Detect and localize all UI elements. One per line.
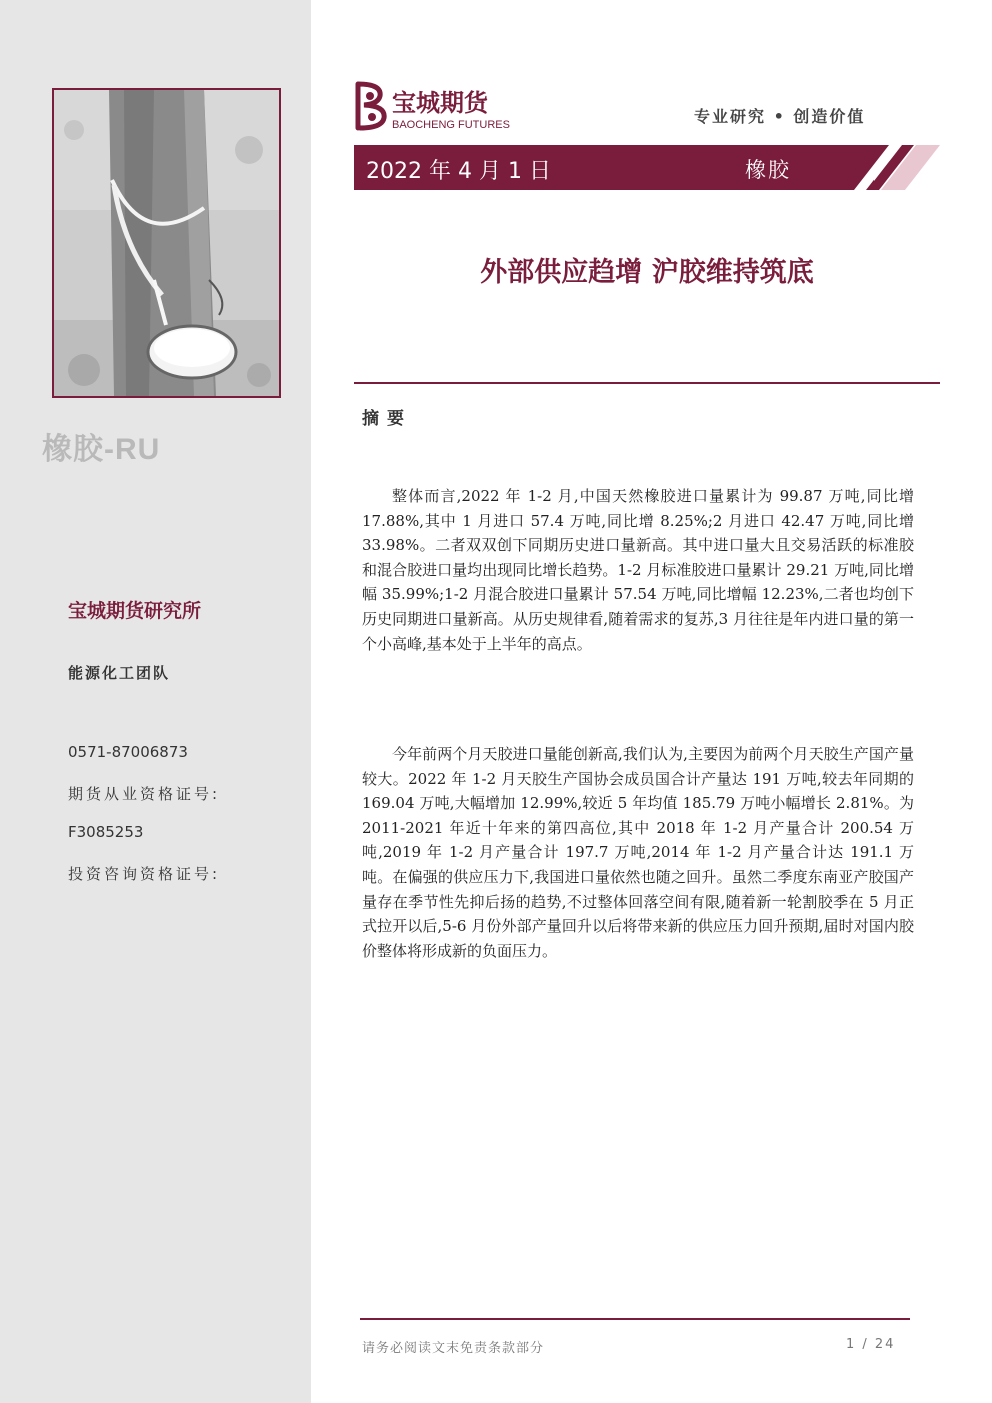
footer-divider (360, 1318, 910, 1320)
sidebar (0, 0, 311, 1403)
baocheng-logo-mark (352, 80, 532, 132)
logo-cn-text: 宝城期货 (392, 88, 488, 117)
team-name: 能源化工团队 (68, 664, 171, 682)
disclaimer-note: 请务必阅读文末免责条款部分 (362, 1341, 545, 1356)
futures-license-label: 期货从业资格证号: (68, 785, 221, 803)
slogan: 专业研究 • 创造价值 (694, 107, 866, 126)
title-divider (354, 382, 940, 384)
company-logo (352, 80, 532, 132)
abstract-heading: 摘要 (362, 409, 412, 429)
sector-name: 橡胶-RU (42, 433, 161, 466)
investment-license-label: 投资咨询资格证号: (68, 865, 221, 883)
report-title: 外部供应趋增 沪胶维持筑底 (480, 257, 814, 288)
rubber-tree-photo (52, 88, 281, 398)
abstract-paragraph-1: 整体而言,2022 年 1-2 月,中国天然橡胶进口量累计为 99.87 万吨,同比增 17.88%,其中 1 月进口 57.4 万吨,同比增 8.25%;2 月进口 42.47 万吨,同比增 33.98%。二者双双创下同期历史进口量新高。其中进口量大且交易活跃的标准胶和混合胶进口量均出现同比增长趋势。1-2 月标准胶进口量累计 29.21 万吨,同比增幅 35.99%;1-2 月混合胶进口量累计 57.54 万吨,同比增幅 12.23%,二者也均创下历史同期进口量新高。从历史规律看,随着需求的复苏,3 月往往是年内进口量的第一个小高峰,基本处于上半年的高点。 (362, 487, 914, 653)
rubber-tree-image (54, 90, 279, 396)
report-date: 2022 年 4 月 1 日 (366, 159, 551, 184)
institute-name: 宝城期货研究所 (68, 600, 202, 622)
logo-en-text: BAOCHENG FUTURES (392, 119, 510, 131)
page-number: 1 / 24 (846, 1337, 896, 1352)
futures-license-number: F3085253 (68, 823, 144, 841)
abstract-paragraph-2: 今年前两个月天胶进口量能创新高,我们认为,主要因为前两个月天胶生产国产量较大。2022 年 1-2 月天胶生产国协会成员国合计产量达 191 万吨,较去年同期的 169.04 万吨,大幅增加 12.99%,较近 5 年均值 185.79 万吨小幅增长 2.81%。为 2011-2021 年近十年来的第四高位,其中 2018 年 1-2 月产量合计 200.54 万吨,2019 年 1-2 月产量合计 197.7 万吨,2014 年 1-2 月产量合计达 191.1 万吨。在偏强的供应压力下,我国进口量依然也随之回升。虽然二季度东南亚产胶国产量存在季节性先抑后扬的趋势,不过整体回落空间有限,随着新一轮割胶季在 5 月正式拉开以后,5-6 月份外部产量回升以后将带来新的供应压力回升预期,届时对国内胶价整体将形成新的负面压力。 (362, 745, 914, 960)
report-topic: 橡胶 (745, 158, 791, 182)
contact-phone: 0571-87006873 (68, 743, 188, 761)
